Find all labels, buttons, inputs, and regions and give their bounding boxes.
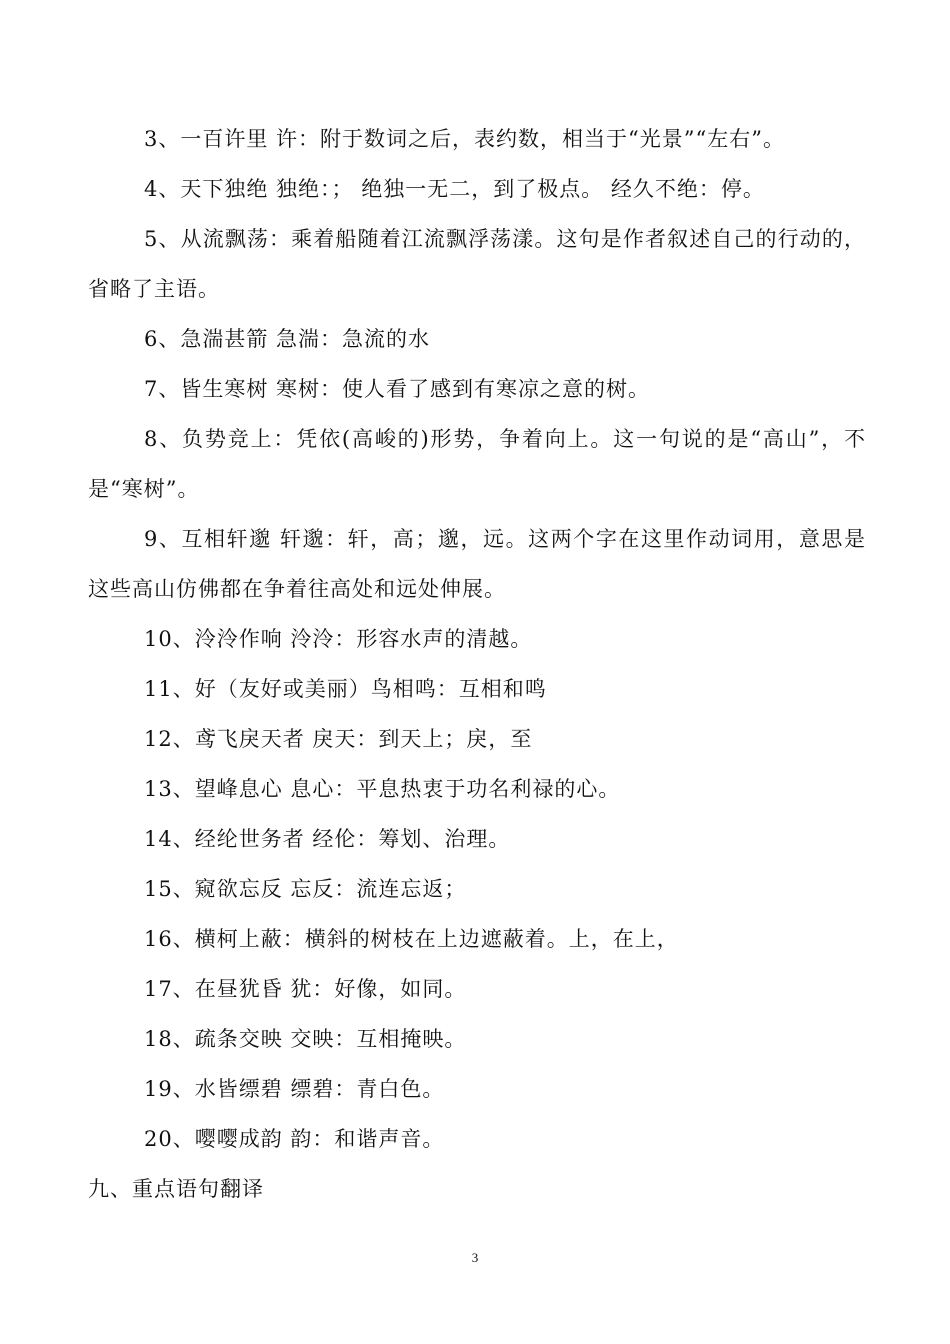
annotation-item-8: 8、负势竞上：凭依(高峻的)形势，争着向上。这一句说的是“高山”，不是“寒树”。 <box>88 427 866 501</box>
annotation-item-7: 7、皆生寒树 寒树：使人看了感到有寒凉之意的树。 <box>144 377 651 401</box>
annotation-item-18: 18、疏条交映 交映：互相掩映。 <box>144 1027 467 1051</box>
annotation-item-14: 14、经纶世务者 经伦：筹划、治理。 <box>144 827 511 851</box>
annotation-item-16: 16、横柯上蔽：横斜的树枝在上边遮蔽着。上，在上， <box>144 927 679 951</box>
annotation-item-19: 19、水皆缥碧 缥碧：青白色。 <box>144 1077 445 1101</box>
annotation-item-6: 6、急湍甚箭 急湍：急流的水 <box>144 327 431 351</box>
annotation-item-4: 4、天下独绝 独绝：； 绝独一无二，到了极点。 经久不绝：停。 <box>144 177 765 201</box>
annotation-item-3: 3、一百许里 许：附于数词之后，表约数，相当于“光景”“左右”。 <box>144 127 785 151</box>
annotation-item-11: 11、好（友好或美丽）鸟相鸣：互相和鸣 <box>144 677 547 701</box>
annotation-item-17: 17、在昼犹昏 犹：好像，如同。 <box>144 977 467 1001</box>
page-number: 3 <box>471 1250 479 1265</box>
annotation-item-10: 10、泠泠作响 泠泠：形容水声的清越。 <box>144 627 533 651</box>
document-body <box>88 114 866 1214</box>
section-heading: 九、重点语句翻译 <box>88 1177 264 1201</box>
annotation-item-12: 12、鸢飞戾天者 戾天：到天上；戾，至 <box>144 727 533 751</box>
annotation-item-20: 20、嘤嘤成韵 韵：和谐声音。 <box>144 1127 445 1151</box>
annotation-item-15: 15、窥欲忘反 忘反：流连忘返； <box>144 877 467 901</box>
annotation-item-13: 13、望峰息心 息心：平息热衷于功名利禄的心。 <box>144 777 621 801</box>
annotation-item-5: 5、从流飘荡：乘着船随着江流飘浮荡漾。这句是作者叙述自己的行动的，省略了主语。 <box>88 227 866 301</box>
annotation-item-9: 9、互相轩邈 轩邈：轩，高；邈，远。这两个字在这里作动词用，意思是这些高山仿佛都在争着往高处和远处伸展。 <box>88 527 866 601</box>
